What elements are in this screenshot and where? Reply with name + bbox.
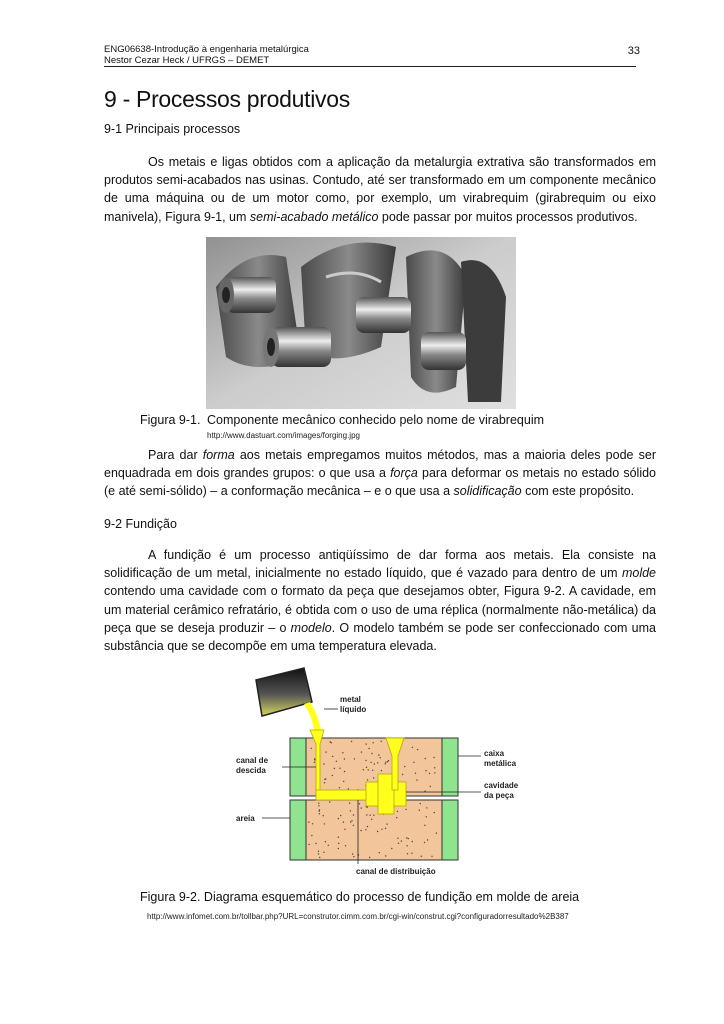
svg-text:da peça: da peça <box>484 791 514 800</box>
flask-right-bottom <box>442 800 458 860</box>
svg-text:líquido: líquido <box>340 705 367 714</box>
svg-text:metal: metal <box>340 695 361 704</box>
svg-text:caixa: caixa <box>484 749 505 758</box>
course-title: ENG06638-Introdução à engenharia metalúrgica <box>104 44 309 55</box>
header-rule <box>104 66 636 67</box>
svg-text:areia: areia <box>236 814 255 823</box>
sand-drag <box>306 800 442 860</box>
figure-9-2-source-url: http://www.infomet.com.br/tollbar.php?URL=construtor.cimm.com.br/cgi-win/construt.cgi?configuradorresultado%2B387 <box>147 912 569 921</box>
flask-left-bottom <box>290 800 306 860</box>
sand-casting-diagram <box>226 664 538 880</box>
figure-9-1-label: Figura 9-1. <box>140 413 201 427</box>
figure-9-2-caption: Figura 9-2. Diagrama esquemático do processo de fundição em molde de areia <box>140 890 580 904</box>
page-number: 33 <box>627 45 640 57</box>
figure-9-1-caption: Componente mecânico conhecido pelo nome de virabrequim <box>207 413 545 427</box>
figure-9-1-source-url: http://www.dastuart.com/images/forging.jpg <box>207 431 360 440</box>
ladle-icon <box>256 668 312 716</box>
svg-text:cavidade: cavidade <box>484 781 519 790</box>
svg-text:metálica: metálica <box>484 759 517 768</box>
paragraph-9-1-a: Os metais e ligas obtidos com a aplicação da metalurgia extrativa são transformados em produtos semi-acabados nas usinas. Contudo, até ser transformado em um componente mecânico de uma máquina ou de um motor como, por exemplo, um virabrequim (girabrequim ou eixo manivela), Figura 9-1, um semi-acabado metálico pode passar por muitos processos produtivos. <box>104 155 656 224</box>
chapter-title: 9 - Processos produtivos <box>104 86 350 112</box>
crankshaft-photo <box>206 237 516 409</box>
svg-text:canal de distribuição: canal de distribuição <box>356 867 436 876</box>
paragraph-9-2-a: A fundição é um processo antiqüíssimo de dar forma aos metais. Ela consiste na solidificação de um metal, inicialmente no estado líquido, que é vazado para dentro de um molde contendo uma cavidade com o formato da peça que desejamos obter, Figura 9-2. A cavidade, em um material cerâmico refratário, é obtida com o uso de uma réplica (normalmente não-metálica) da peça que se deseja produzir – o modelo. O modelo também se pode ser confeccionado com uma substância que se decompõe em uma temperatura elevada. <box>104 548 656 654</box>
svg-text:canal de: canal de <box>236 756 269 765</box>
running-header <box>104 44 309 66</box>
paragraph-9-1-b: Para dar forma aos metais empregamos muitos métodos, mas a maioria deles pode ser enquadrada em dois grandes grupos: o que usa a força para deformar os metais no estado sólido (e até semi-sólido) – a conformação mecânica – e o que usa a solidificação com este propósito. <box>104 448 657 499</box>
author-line: Nestor Cezar Heck / UFRGS – DEMET <box>104 55 270 66</box>
section-title-9-2: 9-2 Fundição <box>104 517 177 531</box>
flask-right-top <box>442 738 458 796</box>
svg-text:descida: descida <box>236 766 266 775</box>
section-title-9-1: 9-1 Principais processos <box>104 122 241 136</box>
